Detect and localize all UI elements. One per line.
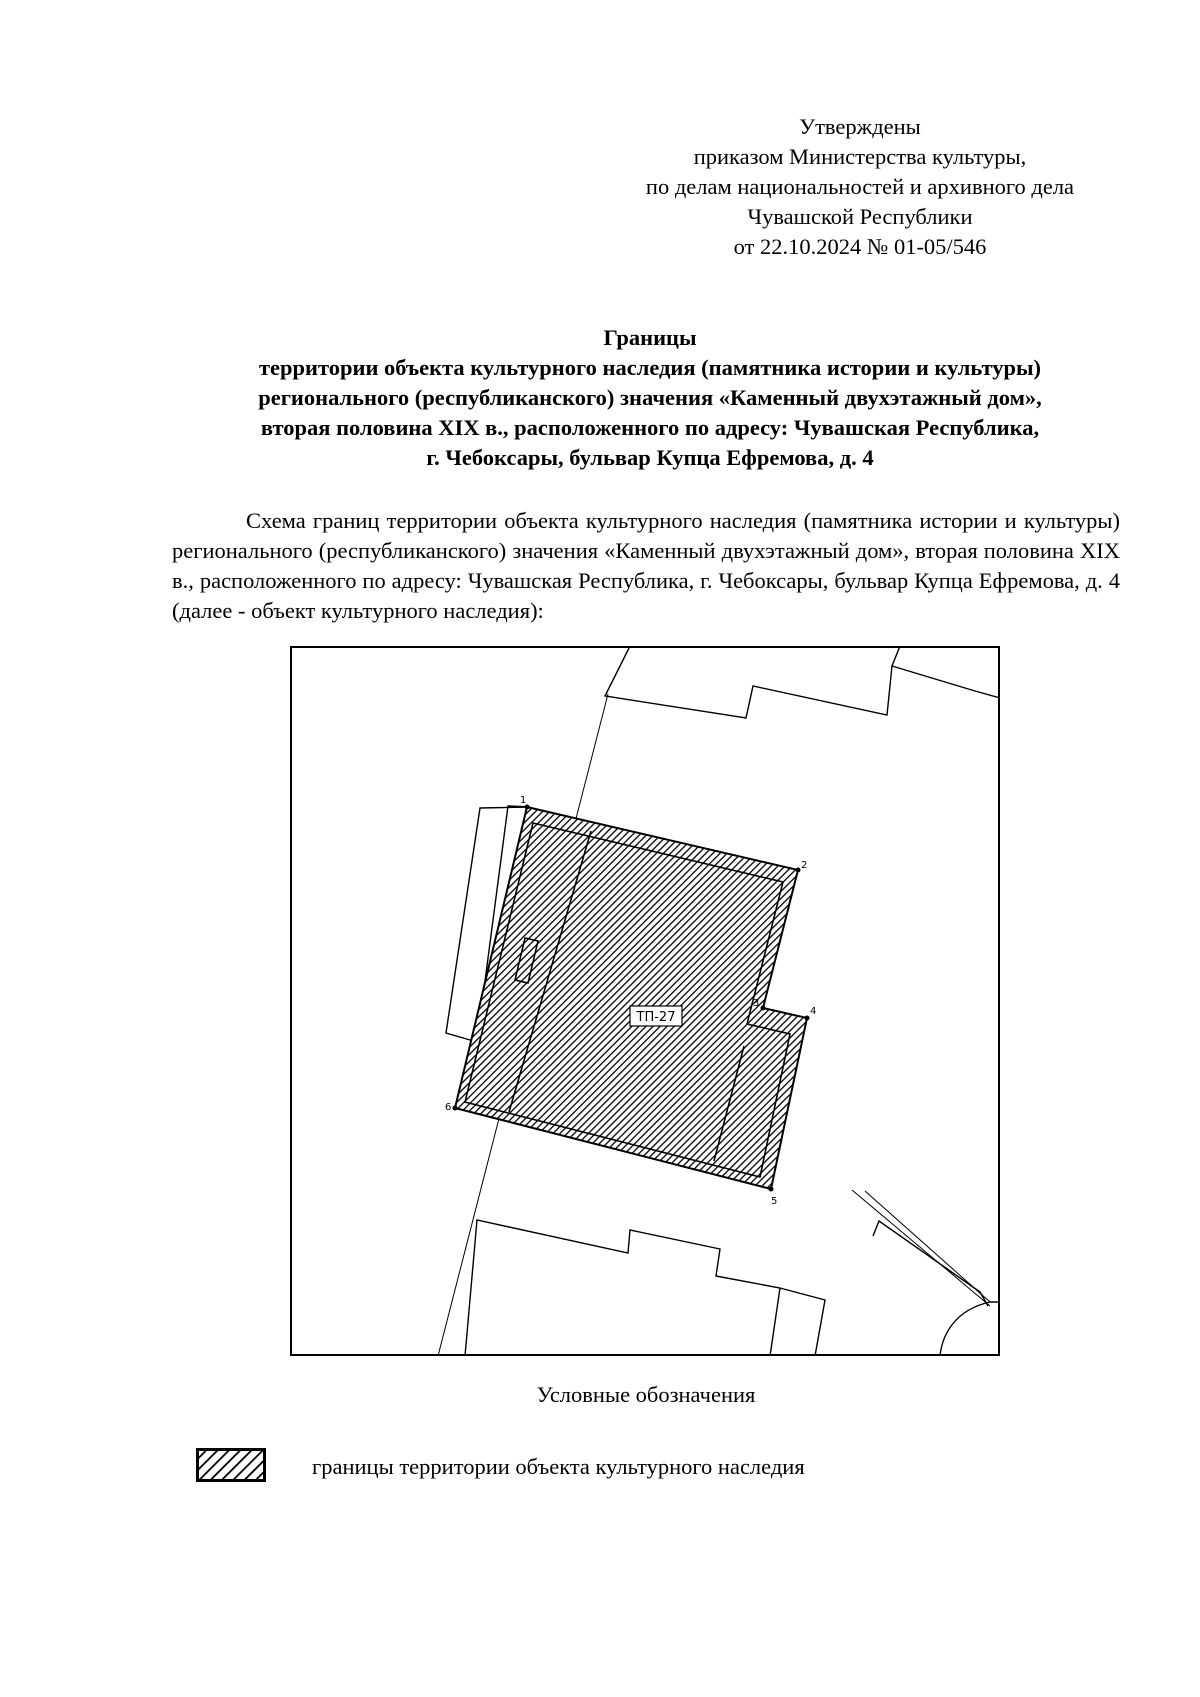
legend-item-label: границы территории объекта культурного наследия bbox=[312, 1454, 805, 1479]
building-label: ТП-27 bbox=[636, 1010, 676, 1025]
boundary-point-label: 3 bbox=[753, 998, 760, 1009]
approval-line: Утверждены bbox=[799, 114, 921, 139]
title-line: вторая половина XIX в., расположенного по адресу: Чувашская Республика, bbox=[260, 415, 1040, 440]
boundary-point-label: 1 bbox=[520, 795, 527, 806]
title-line: регионального (республиканского) значения «Каменный двухэтажный дом», bbox=[258, 385, 1042, 410]
document-title bbox=[100, 323, 1200, 473]
hatched-area-swatch bbox=[196, 1448, 266, 1482]
legend-title: Условные обозначения bbox=[536, 1382, 756, 1407]
title-line: территории объекта культурного наследия (памятника истории и культуры) bbox=[258, 355, 1042, 380]
boundary-point-label: 2 bbox=[801, 860, 808, 871]
approval-block bbox=[560, 112, 1160, 262]
approval-line: по делам национальностей и архивного дела bbox=[645, 174, 1075, 199]
intro-text: Схема границ территории объекта культурного наследия (памятника истории и культуры) регионального (республиканского) значения «Каменный двухэтажный дом», вторая половина XIX в., расположенного по адресу: Чувашская Республика, г. Чебоксары, бульвар Купца Ефремова, д. 4 (далее - объект культурного наследия): bbox=[172, 508, 1120, 623]
intro-paragraph bbox=[172, 506, 1120, 626]
approval-date-line: от 22.10.2024 № 01-05/546 bbox=[733, 234, 987, 259]
boundary-point-label: 4 bbox=[810, 1006, 817, 1017]
boundary-point-label: 6 bbox=[445, 1102, 452, 1113]
boundary-point-label: 5 bbox=[771, 1196, 778, 1207]
title-line: г. Чебоксары, бульвар Купца Ефремова, д. 4 bbox=[426, 445, 874, 470]
approval-line: приказом Министерства культуры, bbox=[693, 144, 1027, 169]
title-line: Границы bbox=[603, 325, 697, 350]
approval-line: Чувашской Республики bbox=[747, 204, 973, 229]
boundary-scheme-map bbox=[290, 646, 1000, 1356]
